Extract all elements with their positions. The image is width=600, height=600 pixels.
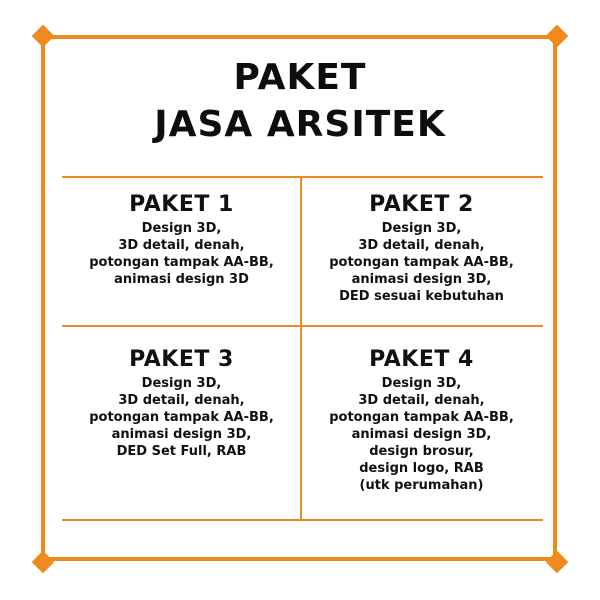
package-feature: 3D detail, denah, (358, 393, 485, 408)
package-feature: potongan tampak AA-BB, (89, 410, 274, 425)
package-feature: animasi design 3D, (351, 272, 492, 287)
package-feature: 3D detail, denah, (358, 238, 485, 253)
package-feature: 3D detail, denah, (118, 238, 245, 253)
package-feature: design logo, RAB (359, 461, 484, 476)
package-card-4 (302, 347, 541, 494)
package-feature: potongan tampak AA-BB, (89, 255, 274, 270)
package-title: PAKET 3 (129, 347, 234, 372)
package-card-1 (62, 192, 301, 288)
page-title-line-1: PAKET (233, 57, 367, 98)
package-title: PAKET 2 (369, 192, 474, 217)
package-feature: Design 3D, (141, 221, 222, 236)
package-feature: DED sesuai kebutuhan (339, 289, 504, 304)
package-title: PAKET 1 (129, 192, 234, 217)
package-feature: animasi design 3D, (111, 427, 252, 442)
package-feature: animasi design 3D (114, 272, 249, 287)
package-feature: Design 3D, (381, 376, 462, 391)
package-feature: design brosur, (369, 444, 474, 459)
package-card-3 (62, 347, 301, 460)
grid-divider-top (62, 176, 543, 178)
package-title: PAKET 4 (369, 347, 474, 372)
grid-divider-bottom (62, 519, 543, 521)
package-feature: animasi design 3D, (351, 427, 492, 442)
package-feature: Design 3D, (381, 221, 462, 236)
package-card-2 (302, 192, 541, 305)
package-feature: (utk perumahan) (359, 478, 484, 493)
package-feature: Design 3D, (141, 376, 222, 391)
package-feature: potongan tampak AA-BB, (329, 255, 514, 270)
page-title-line-2: JASA ARSITEK (154, 104, 446, 145)
package-feature: 3D detail, denah, (118, 393, 245, 408)
package-feature: DED Set Full, RAB (116, 444, 247, 459)
package-feature: potongan tampak AA-BB, (329, 410, 514, 425)
grid-divider-middle (62, 325, 543, 327)
